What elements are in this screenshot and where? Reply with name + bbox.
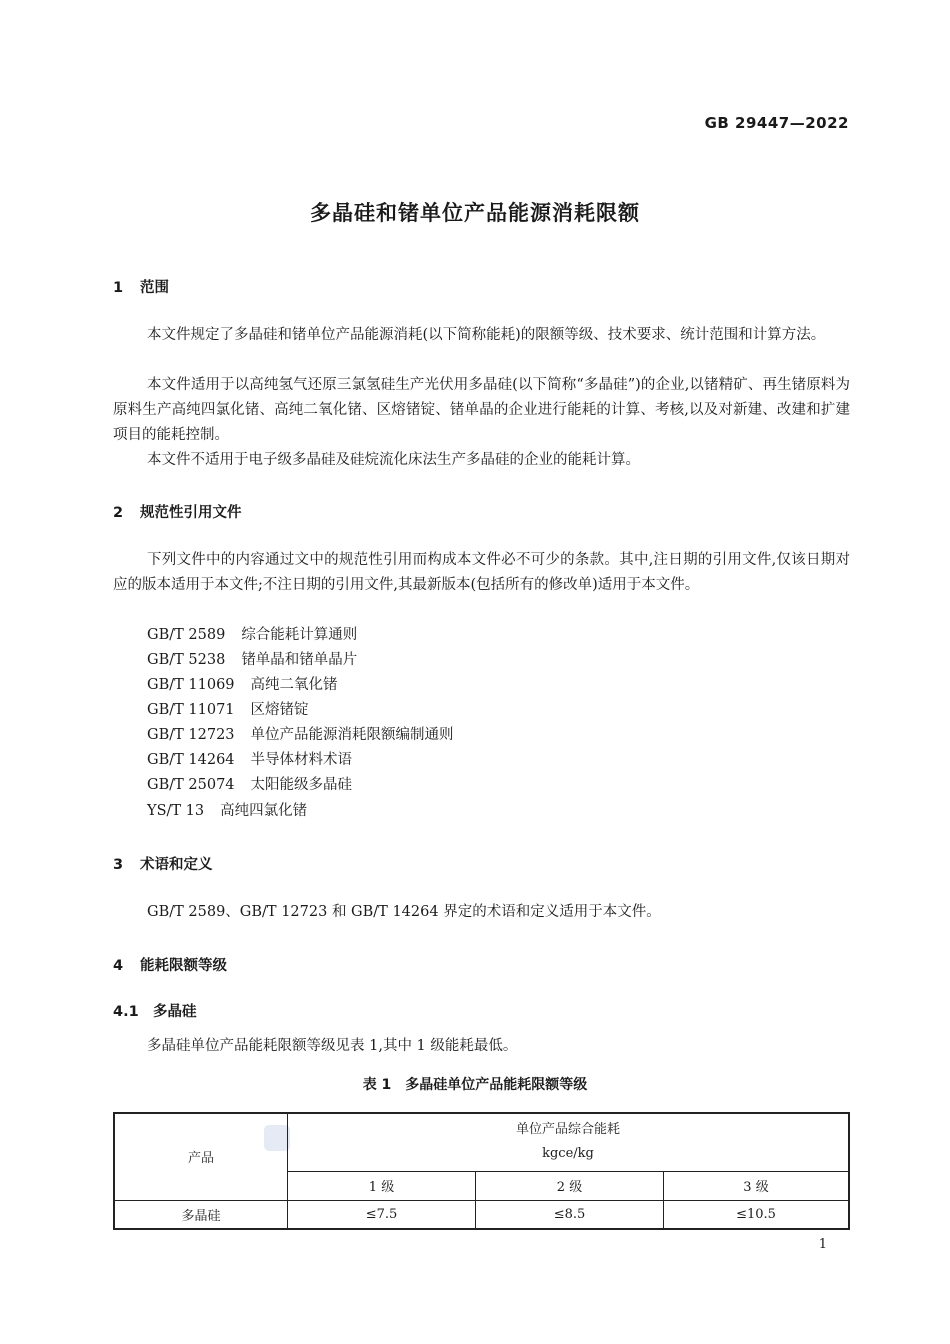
section-title: 规范性引用文件 [140, 505, 242, 521]
table-1 [113, 1112, 850, 1230]
reference-code: GB/T 2589 [147, 627, 226, 643]
header-energy-consumption [288, 1113, 850, 1171]
reference-item [147, 773, 352, 798]
header-group-label: 单位产品综合能耗 [515, 1122, 620, 1138]
normative-references-paragraph: 下列文件中的内容通过文中的规范性引用而构成本文件必不可少的条款。其中,注日期的引用文件,仅该日期对应的版本适用于本文件;不注日期的引用文件,其最新版本(包括所有的修改单)适用于本文件。 [113, 552, 850, 593]
cell-level-1-value: ≤7.5 [288, 1200, 476, 1229]
reference-name: 单位产品能源消耗限额编制通则 [250, 727, 454, 743]
header-level-1: 1 级 [288, 1171, 476, 1200]
table-1-caption: 表 1 多晶硅单位产品能耗限额等级 [362, 1077, 588, 1093]
reference-item [147, 698, 309, 723]
polysilicon-paragraph: 多晶硅单位产品能耗限额等级见表 1,其中 1 级能耗最低。 [147, 1038, 518, 1054]
reference-name: 综合能耗计算通则 [241, 627, 358, 643]
reference-item [147, 673, 338, 698]
section-4-1-heading [113, 1000, 197, 1021]
header-level-2: 2 级 [476, 1171, 664, 1200]
section-number: 4.1 [113, 1004, 139, 1020]
reference-code: GB/T 11069 [147, 677, 235, 693]
reference-code: GB/T 11071 [147, 702, 235, 718]
section-title: 术语和定义 [140, 857, 213, 873]
reference-code: GB/T 14264 [147, 752, 235, 768]
cell-level-2-value: ≤8.5 [476, 1200, 664, 1229]
reference-code: YS/T 13 [147, 803, 205, 819]
cell-level-3-value: ≤10.5 [664, 1200, 850, 1229]
header-level-3: 3 级 [664, 1171, 850, 1200]
section-title: 能耗限额等级 [140, 958, 227, 974]
section-number: 1 [113, 280, 124, 296]
section-3-heading [113, 853, 213, 874]
scope-paragraph-2: 本文件适用于以高纯氢气还原三氯氢硅生产光伏用多晶硅(以下简称“多晶硅”)的企业,以锗精矿、再生锗原料为原料生产高纯四氯化锗、高纯二氧化锗、区熔锗锭、锗单晶的企业进行能耗的计算、考核,以及对新建、改建和扩建项目的能耗控制。 [113, 377, 850, 443]
reference-name: 高纯二氧化锗 [250, 677, 338, 693]
reference-item [147, 648, 357, 673]
table-row [114, 1200, 849, 1229]
reference-name: 锗单晶和锗单晶片 [241, 652, 358, 668]
reference-code: GB/T 25074 [147, 777, 235, 793]
reference-code: GB/T 12723 [147, 727, 235, 743]
section-number: 3 [113, 857, 124, 873]
reference-name: 区熔锗锭 [250, 702, 309, 718]
terms-paragraph: GB/T 2589、GB/T 12723 和 GB/T 14264 界定的术语和定义适用于本文件。 [147, 904, 661, 920]
section-number: 2 [113, 505, 124, 521]
section-1-heading [113, 276, 169, 297]
page-number: 1 [818, 1237, 827, 1252]
reference-item [147, 799, 307, 824]
reference-code: GB/T 5238 [147, 652, 226, 668]
section-title: 多晶硅 [153, 1004, 197, 1020]
cell-product: 多晶硅 [114, 1200, 288, 1229]
section-4-heading [113, 954, 227, 975]
standard-code: GB 29447—2022 [704, 114, 849, 132]
reference-name: 太阳能级多晶硅 [250, 777, 353, 793]
reference-item [147, 723, 454, 748]
reference-name: 半导体材料术语 [250, 752, 353, 768]
scope-paragraph-1: 本文件规定了多晶硅和锗单位产品能源消耗(以下简称能耗)的限额等级、技术要求、统计范围和计算方法。 [147, 327, 826, 343]
section-2-heading [113, 501, 242, 522]
header-unit: kgce/kg [542, 1146, 594, 1162]
reference-item [147, 748, 352, 773]
document-title: 多晶硅和锗单位产品能源消耗限额 [310, 201, 640, 225]
section-title: 范围 [140, 280, 169, 296]
section-number: 4 [113, 958, 124, 974]
header-product: 产品 [114, 1113, 288, 1200]
reference-name: 高纯四氯化锗 [220, 803, 308, 819]
reference-item [147, 623, 357, 648]
scope-paragraph-3: 本文件不适用于电子级多晶硅及硅烷流化床法生产多晶硅的企业的能耗计算。 [147, 452, 640, 468]
